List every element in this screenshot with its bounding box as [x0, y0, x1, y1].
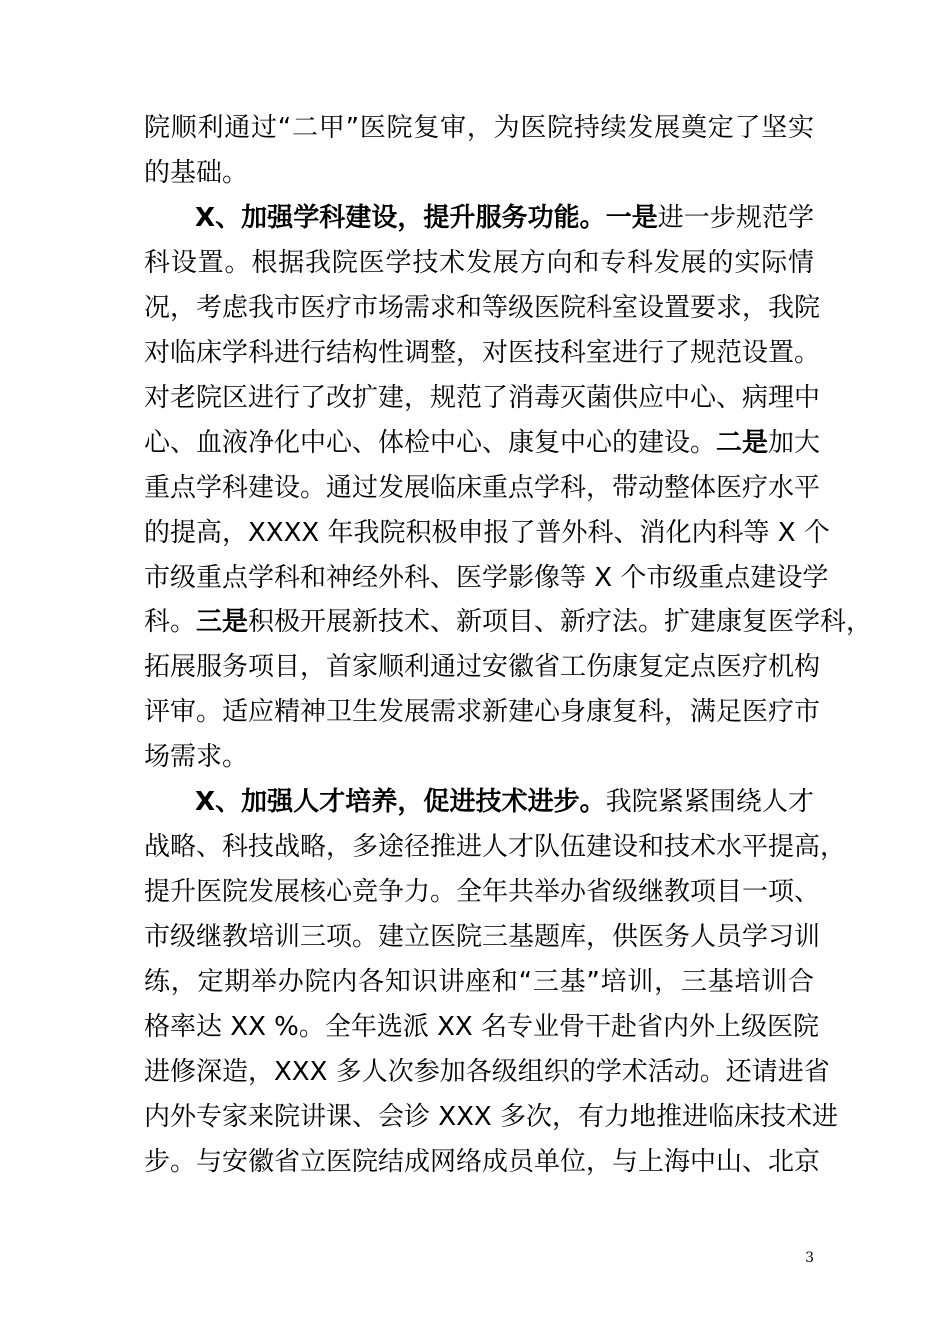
text-run: 练，定期举办院内各知识讲座和“三基”培训，三基培训合 — [144, 967, 814, 997]
text-line — [144, 690, 821, 734]
text-run: 的基础。 — [144, 158, 249, 188]
text-run: 我院紧紧围绕人才 — [605, 787, 814, 817]
text-run: 进一步规范学 — [657, 203, 814, 233]
text-line — [144, 1005, 820, 1049]
bold-text-run: 一是 — [605, 203, 658, 233]
text-run: 院顺利通过“二甲”医院复审，为医院持续发展奠定了坚实 — [144, 113, 814, 143]
text-line — [144, 825, 847, 869]
text-run: 战略、科技战略，多途径推进人才队伍建设和技术水平提高， — [144, 832, 847, 862]
text-run: 科。 — [144, 607, 197, 637]
text-line — [144, 466, 821, 510]
text-line — [144, 151, 814, 195]
text-line — [144, 286, 821, 330]
bold-text-run: X、加强学科建设，提升服务功能。 — [195, 203, 606, 233]
text-run: 场需求。 — [144, 742, 249, 772]
text-line — [144, 600, 873, 644]
text-line — [144, 960, 814, 1004]
text-line — [195, 196, 814, 240]
text-line — [144, 1050, 830, 1094]
text-line — [195, 780, 814, 824]
text-run: 步。与安徽省立医院结成网络成员单位，与上海中山、北京 — [144, 1147, 821, 1177]
text-line — [144, 331, 821, 375]
text-run: 的提高，XXXX 年我院积极申报了普外科、消化内科等 X 个 — [144, 518, 830, 548]
text-run: 评审。适应精神卫生发展需求新建心身康复科，满足医疗市 — [144, 697, 821, 727]
text-run: 积极开展新技术、新项目、新疗法。扩建康复医学科， — [248, 607, 873, 637]
text-line — [144, 645, 821, 689]
text-run: 对临床学科进行结构性调整，对医技科室进行了规范设置。 — [144, 338, 821, 368]
text-line — [144, 556, 829, 600]
text-line — [144, 1095, 838, 1139]
text-line — [144, 915, 821, 959]
text-run: 提升医院发展核心竞争力。全年共举办省级继教项目一项、 — [144, 877, 821, 907]
text-line — [144, 106, 814, 150]
text-run: 重点学科建设。通过发展临床重点学科，带动整体医疗水平 — [144, 473, 821, 503]
text-run: 进修深造，XXX 多人次参加各级组织的学术活动。还请进省 — [144, 1057, 830, 1087]
text-run: 加大 — [768, 428, 821, 458]
text-line — [144, 1140, 821, 1184]
page-number: 3 — [805, 1250, 814, 1266]
text-run: 心、血液净化中心、体检中心、康复中心的建设。 — [144, 428, 717, 458]
bold-text-run: 二是 — [716, 428, 769, 458]
text-run: 对老院区进行了改扩建，规范了消毒灭菌供应中心、病理中 — [144, 383, 821, 413]
text-run: 拓展服务项目，首家顺利通过安徽省工伤康复定点医疗机构 — [144, 652, 821, 682]
text-line — [144, 511, 830, 555]
text-line — [144, 421, 821, 465]
text-run: 况，考虑我市医疗市场需求和等级医院科室设置要求，我院 — [144, 293, 821, 323]
text-line — [144, 376, 821, 420]
bold-text-run: X、加强人才培养，促进技术进步。 — [195, 787, 606, 817]
bold-text-run: 三是 — [196, 607, 249, 637]
text-run: 市级继教培训三项。建立医院三基题库，供医务人员学习训 — [144, 922, 821, 952]
text-line — [144, 735, 814, 779]
text-run: 格率达 XX %。全年选派 XX 名专业骨干赴省内外上级医院 — [144, 1012, 820, 1042]
text-run: 内外专家来院讲课、会诊 XXX 多次，有力地推进临床技术进 — [144, 1102, 838, 1132]
text-line — [144, 870, 821, 914]
text-run: 科设置。根据我院医学技术发展方向和专科发展的实际情 — [144, 248, 814, 278]
text-line — [144, 241, 814, 285]
text-run: 市级重点学科和神经外科、医学影像等 X 个市级重点建设学 — [144, 563, 829, 593]
